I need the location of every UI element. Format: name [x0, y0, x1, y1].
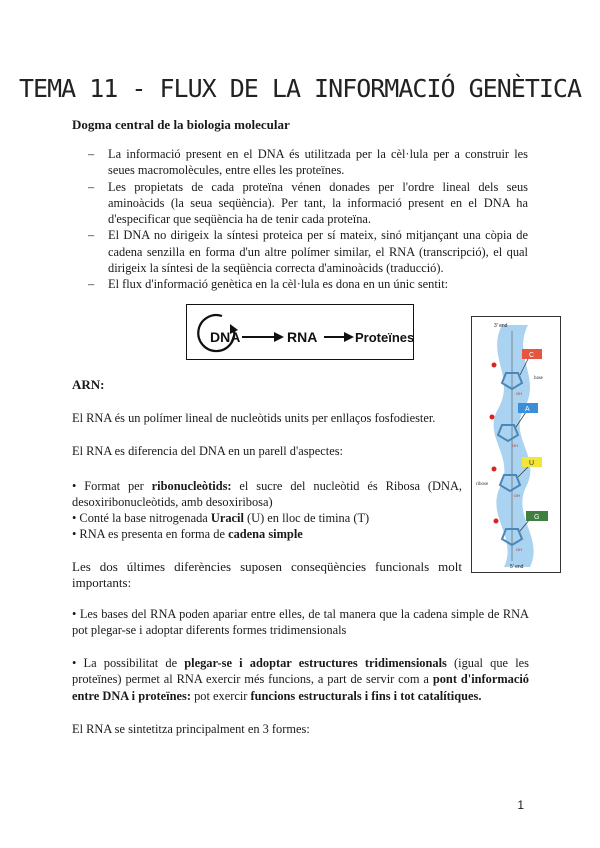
bullet-dash: – [88, 228, 95, 243]
bullet-text: El DNA no dirigeix la síntesi proteica per sí mateix, sinó mitjançant una còpia de cadena senzilla en forma d'un altre polímer similar, el RNA (transcripció), el qual dirigeix la síntesi de la seqüència correcta d'aminoàcids (traducció). [108, 228, 528, 276]
ribose-annotation: ribose [476, 482, 489, 487]
list-item [88, 179, 528, 228]
rna-strand-illustration [472, 317, 560, 572]
text-run: (igual que les proteïnes) permet al RNA exercir més funcions, a part de servir com a [72, 656, 529, 687]
phosphate-oxygen [494, 519, 499, 524]
page-title: TEMA 11 - FLUX DE LA INFORMACIÓ GENÈTICA [18, 74, 582, 103]
text-run: (U) en lloc de timina (T) [243, 511, 370, 525]
text-run: • La possibilitat de [72, 656, 185, 670]
text-run-bold: funcions estructurals i fins i tot catalítiques. [250, 688, 482, 703]
list-item [88, 227, 528, 276]
phosphate-oxygen [492, 467, 497, 472]
bullet-dash: – [88, 179, 95, 194]
diagram-label-proteines: Proteïnes [355, 330, 414, 345]
rna-structure-figure [471, 316, 561, 573]
oh-label: OH [516, 547, 522, 552]
paragraph: El RNA se sintetitza principalment en 3 formes: [72, 722, 310, 736]
base-annotation: base [534, 376, 543, 381]
label-3-end: 3' end [494, 323, 508, 329]
phosphate-oxygen [490, 415, 495, 420]
paragraph: El RNA es diferencia del DNA en un parell d'aspectes: [72, 444, 343, 458]
phosphate-oxygen [492, 363, 497, 368]
oh-label: OH [514, 493, 520, 498]
oh-label: OH [512, 443, 518, 448]
paragraph [72, 655, 529, 704]
text-run-bold: Uracil [210, 511, 244, 525]
difference-item-cadena-simple [72, 526, 462, 542]
bullet-text: La informació present en el DNA és utilitzada per la cèl·lula per a construir les seues macromolècules, entre elles les proteïnes. [108, 147, 528, 178]
text-run-bold: plegar-se i adoptar estructures tridimensionals [184, 656, 447, 670]
difference-item-uracil [72, 510, 462, 526]
text-run: • Conté la base nitrogenada [72, 511, 211, 525]
text-run-bold: cadena simple [228, 527, 303, 541]
section-heading-dogma: Dogma central de la biologia molecular [72, 117, 290, 132]
list-item [88, 276, 528, 292]
section-heading-arn: ARN: [72, 377, 105, 392]
dogma-bullet-list [88, 146, 528, 293]
label-5-end: 5' end [510, 564, 524, 570]
text-run: • Format per [72, 479, 152, 493]
base-g-label: G [534, 514, 540, 521]
bullet-text: El flux d'informació genètica en la cèl·lula es dona en un únic sentit: [108, 277, 449, 292]
base-c-label: C [529, 352, 535, 359]
central-dogma-diagram [186, 304, 414, 360]
bullet-dash: – [88, 147, 95, 161]
oh-label: OH [516, 391, 522, 396]
text-run: el sucre del nucleòtid és Ribosa (DNA, desoxiribonucleòtids, amb desoxiribosa) [72, 479, 462, 510]
page-number: 1 [517, 798, 524, 812]
base-u-label: U [529, 460, 535, 467]
list-item [88, 146, 528, 179]
paragraph: Les dos últimes diferències suposen conseqüències funcionals molt importants: [72, 559, 462, 591]
paragraph: El RNA és un polímer lineal de nucleòtids units per enllaços fosfodiester. [72, 411, 436, 425]
difference-item-ribonucleotids [72, 478, 462, 511]
paragraph: • Les bases del RNA poden apariar entre elles, de tal manera que la cadena simple de RNA pot plegar-se i adoptar diferents formes tridimensionals [72, 607, 529, 638]
bullet-dash: – [88, 277, 95, 292]
text-run-bold: pont d'informació entre DNA i proteïnes: [72, 672, 530, 703]
text-run: • RNA es presenta en forma de [72, 527, 229, 541]
diagram-label-rna: RNA [287, 329, 318, 345]
base-a-label: A [525, 406, 530, 413]
bullet-text: Les propietats de cada proteïna vénen donades per l'ordre lineal dels seus aminoàcids (la seua seqüència). Per tant, la informació present en el DNA ha d'especificar que seqüència ha de tenir cada proteïna. [108, 179, 528, 227]
text-run-bold: ribonucleòtids: [151, 479, 232, 493]
text-run: pot exercir [190, 688, 251, 703]
diagram-label-dna: DNA [210, 329, 241, 345]
